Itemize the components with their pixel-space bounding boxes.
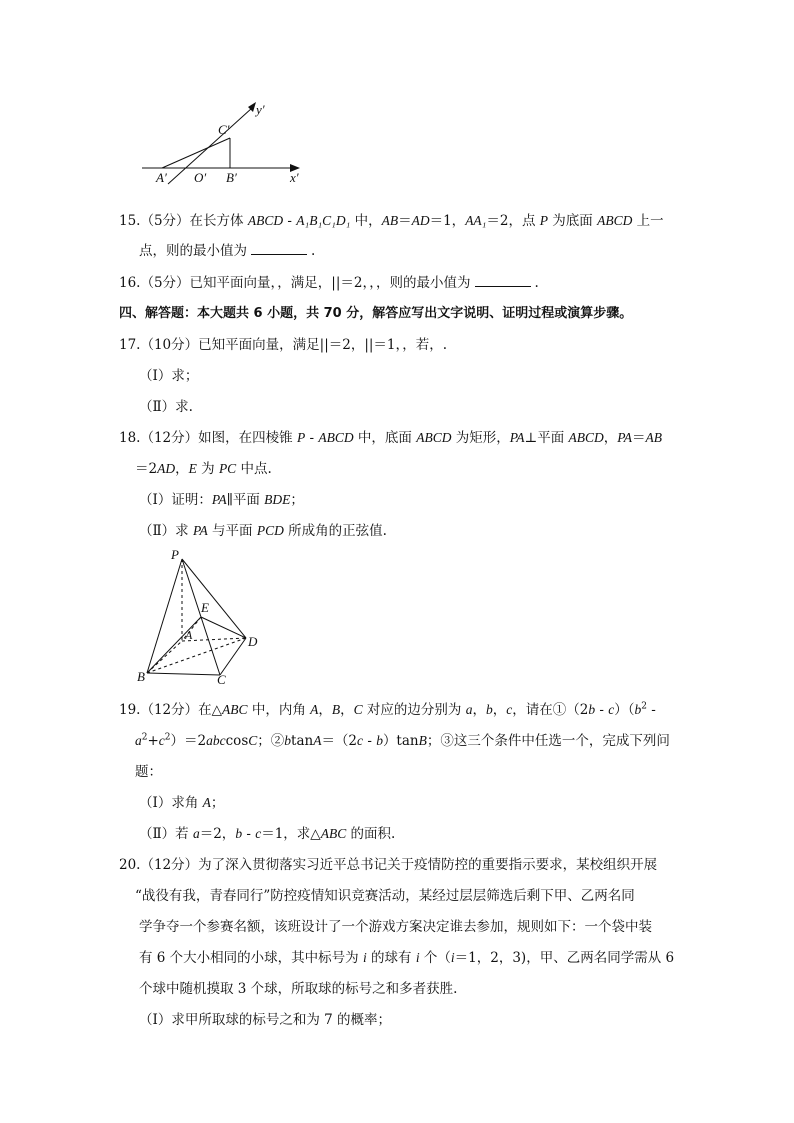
question-19-line3: 题： xyxy=(135,764,162,780)
question-20-line1: 20.（12分）为了深入贯彻落实习近平总书记关于疫情防控的重要指示要求，某校组织开展 xyxy=(119,857,658,873)
label-b: B xyxy=(137,669,145,684)
label-c: C xyxy=(217,672,226,685)
pyramid-figure xyxy=(135,545,270,685)
question-18-part2: （Ⅱ）求 PA 与平面 PCD 所成角的正弦值. xyxy=(139,523,387,539)
label-d: D xyxy=(248,634,258,649)
question-19-part1: （Ⅰ）求角 A； xyxy=(139,795,225,811)
label-a: A xyxy=(185,628,193,642)
label-x-prime: x′ xyxy=(290,170,299,185)
question-20-line2: “战役有我，青春同行”防控疫情知识竞赛活动，某经过层层筛选后剩下甲、乙两名同 xyxy=(135,888,635,904)
question-20-part1: （Ⅰ）求甲所取球的标号之和为 7 的概率； xyxy=(139,1012,392,1028)
question-15-line2: 点，则的最小值为 . xyxy=(139,243,316,259)
question-17-part1: （Ⅰ）求； xyxy=(139,368,199,384)
label-e: E xyxy=(201,600,209,615)
label-o-prime: O′ xyxy=(194,170,207,185)
oblique-axes-figure xyxy=(140,100,310,190)
question-15-line1: 15.（5分）在长方体 ABCD - A₁B₁C₁D₁ 中，AB＝AD＝1，AA₁＝2，点 P 为底面 ABCD 上一 xyxy=(119,213,664,229)
answer-blank xyxy=(475,274,531,287)
question-19-line1: 19.（12分）在△ABC 中，内角 A，B，C 对应的边分别为 a，b，c，请在①（2b - $c)(b^2$ - xyxy=(119,701,656,718)
question-17: 17.（10分）已知平面向量，满足||＝2，||＝1，，若，. xyxy=(119,337,448,353)
label-y-prime: y′ xyxy=(256,102,265,117)
label-a-prime: A′ xyxy=(156,170,167,185)
answer-blank xyxy=(251,242,307,255)
question-20-line4: 有 6 个大小相同的小球，其中标号为 i 的球有 i 个（i＝1，2，3)，甲、乙两名同学需从 6 xyxy=(139,950,675,966)
question-17-part2: （Ⅱ）求. xyxy=(139,399,193,415)
question-20-line5: 个球中随机摸取 3 个球，所取球的标号之和多者获胜. xyxy=(139,981,458,997)
question-19-part2: （Ⅱ）若 a＝2，b - c＝1，求△ABC 的面积. xyxy=(139,826,396,842)
question-18-line2: ＝2AD，E 为 PC 中点. xyxy=(135,461,272,477)
question-19-line2: $a^2+c^2)=2abccosC$；②btanA＝（2c - b）tanB；③这三个条件中任选一个，完成下列问 xyxy=(135,732,670,749)
question-20-line3: 学争夺一个参赛名额，该班设计了一个游戏方案决定谁去参加，规则如下：一个袋中装 xyxy=(139,919,652,935)
label-p: P xyxy=(171,547,179,562)
label-c-prime: C′ xyxy=(218,122,230,137)
question-18-part1: （Ⅰ）证明：PA∥平面 BDE； xyxy=(139,492,304,508)
label-b-prime: B′ xyxy=(226,170,237,185)
section-heading: 四、解答题：本大题共 6 小题，共 70 分，解答应写出文字说明、证明过程或演算步骤。 xyxy=(119,306,633,321)
question-16: 16.（5分）已知平面向量，，满足，||＝2，，，则的最小值为 . xyxy=(119,275,539,291)
question-18-line1: 18.（12分）如图，在四棱锥 P - ABCD 中，底面 ABCD 为矩形，PA⊥平面 ABCD，PA＝AB xyxy=(119,430,663,446)
